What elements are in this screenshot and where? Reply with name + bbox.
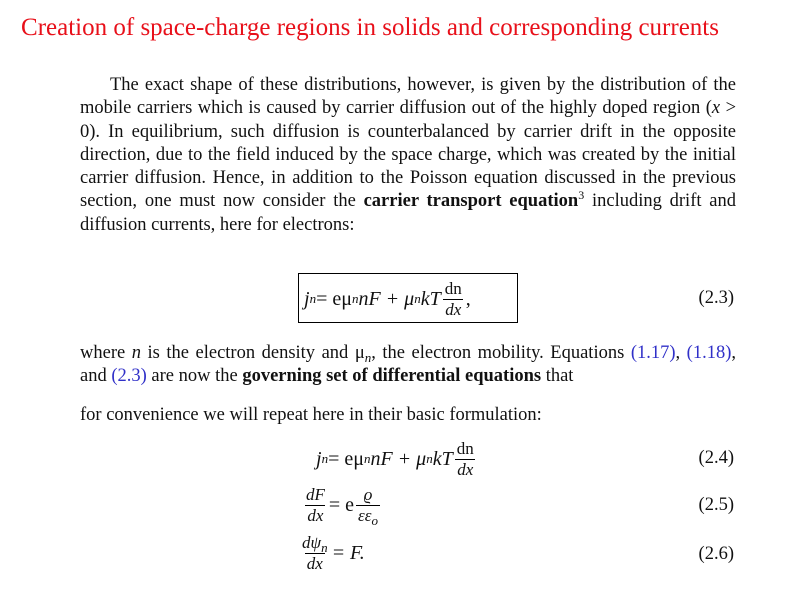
equation-number-2-6: (2.6) xyxy=(698,544,734,564)
term-carrier-transport-equation: carrier transport equation xyxy=(363,191,579,212)
footnote-marker[interactable]: 3 xyxy=(578,188,585,203)
paragraph-carrier-diffusion: The exact shape of these distributions, however, is given by the distribution of the mobile carriers which is caused by carrier diffusion out of the highly doped region (x > 0). In equilibrium, such diffusion is counterbalanced by carrier drift in the opposite direction, due to the field induced by the space charge, which was created by the initial carrier diffusion. Hence, in addition to the Poisson equation discussed in the previous section, one must now consider the carrier transport equation$^3$ including drift and diffusion currents, here for electrons: xyxy=(80,75,736,235)
ref-eq-2-3[interactable]: (2.3) xyxy=(111,366,147,387)
equation-2-5: $\frac{dF}{dx}$ = e $\frac{ϱ}{\varepsilon\varepsilon_o}$ xyxy=(306,484,378,528)
equation-2-3: j n = eμ n nF + μ n kT $\frac{dn}{dx}$ , xyxy=(304,278,471,319)
ref-eq-1-17[interactable]: (1.17) xyxy=(630,343,676,363)
paragraph-governing-equations: where n is the electron density and $\mu_n$, the electron mobility. Equations (1.17), (1.18), and (2.3) are now the governing set of differential equations that xyxy=(80,343,736,387)
equation-2-6: $\frac{d\psi_n}{dx}$ = F. xyxy=(302,532,365,573)
slide-title: Creation of space-charge regions in solids and corresponding currents xyxy=(21,14,719,41)
equation-number-2-3: (2.3) xyxy=(698,288,734,308)
equation-number-2-5: (2.5) xyxy=(698,495,734,515)
paragraph-convenience: for convenience we will repeat here in their basic formulation: xyxy=(80,405,542,425)
term-governing-set: governing set of differential equations xyxy=(242,366,542,387)
ref-eq-1-18[interactable]: (1.18) xyxy=(686,343,732,363)
equation-number-2-4: (2.4) xyxy=(698,448,734,468)
equation-2-4: j n = eμ n nF + μ n kT $\frac{dn}{dx}$ xyxy=(316,438,474,479)
